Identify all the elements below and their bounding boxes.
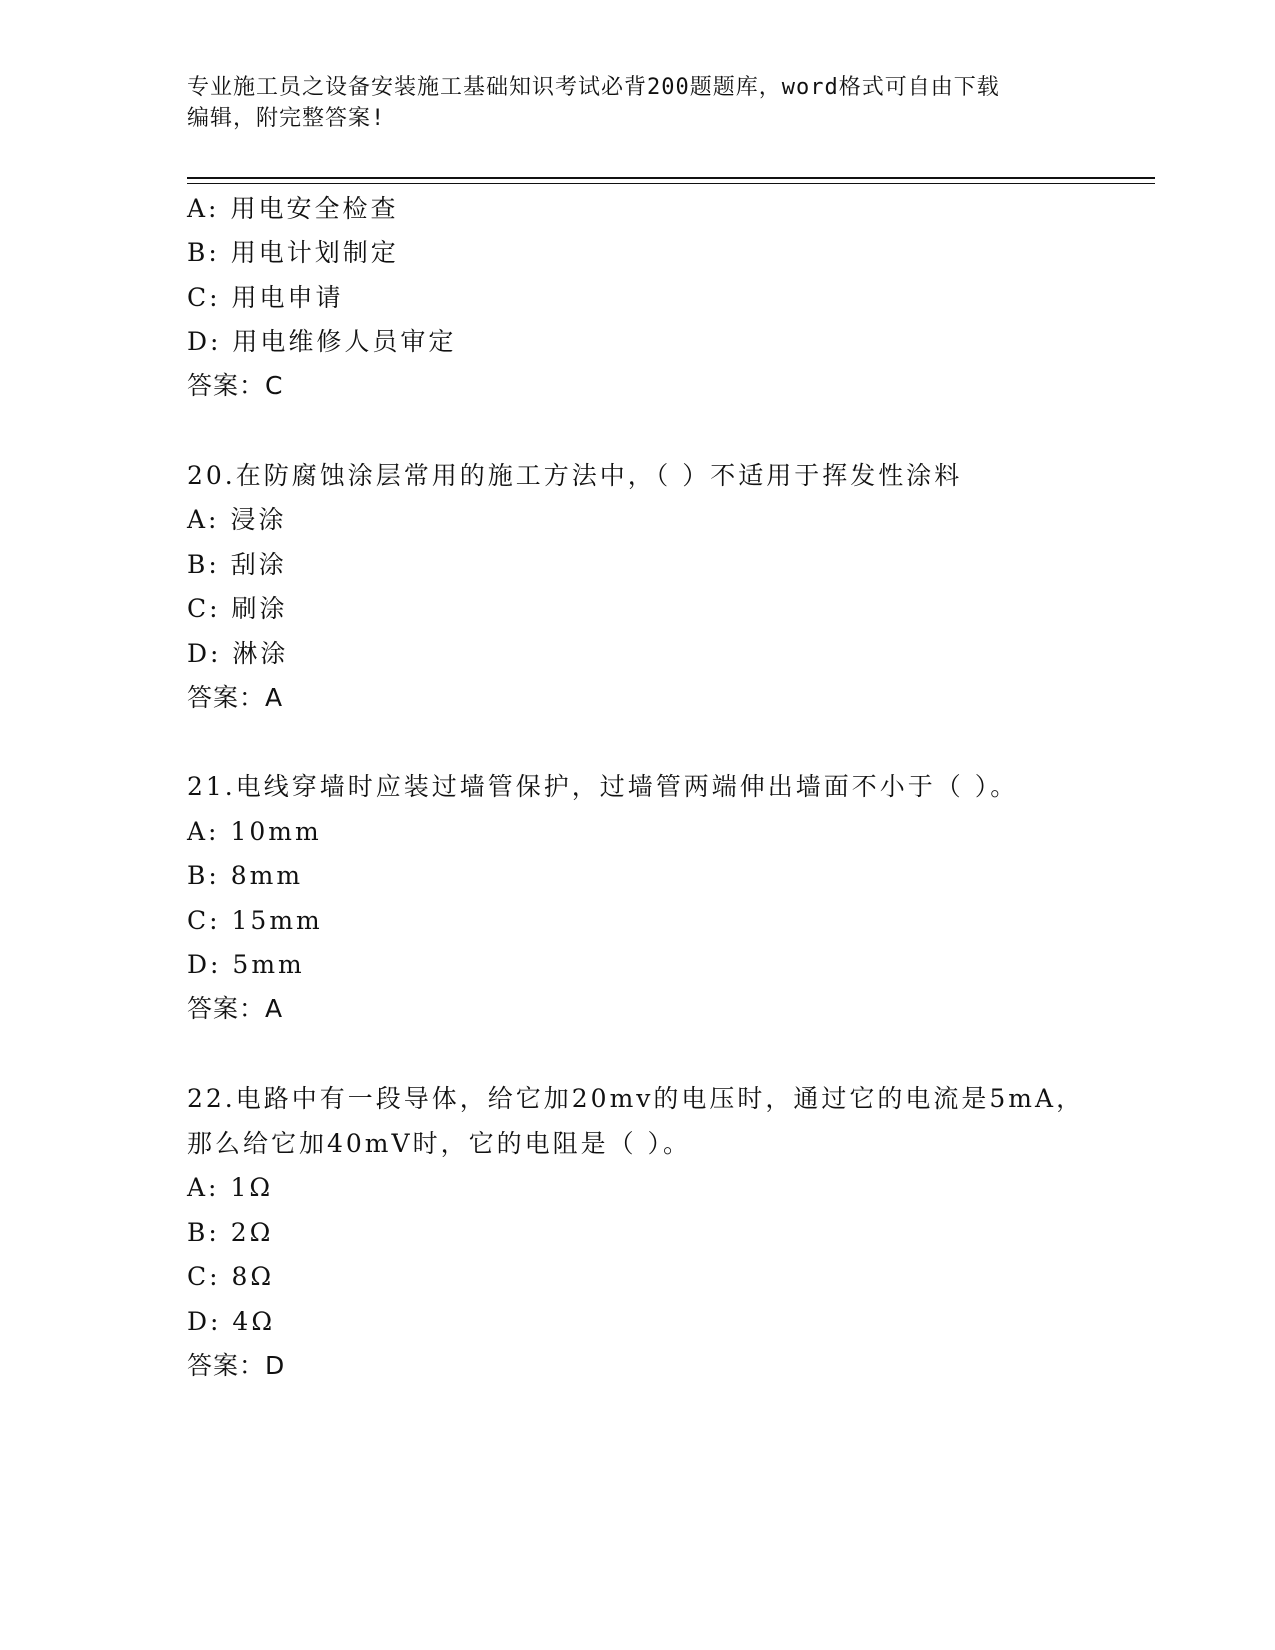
option-d: D: 淋涂	[187, 639, 289, 668]
option-c: C: 刷涂	[187, 594, 288, 623]
option-d: D: 用电维修人员审定	[187, 327, 457, 356]
option-c: C: 用电申请	[187, 283, 344, 312]
answer-line: 答案：A	[187, 683, 284, 712]
question-stem: 20.在防腐蚀涂层常用的施工方法中，（ ）不适用于挥发性涂料	[187, 461, 963, 490]
option-d: D: 5mm	[187, 950, 305, 979]
option-d: D: 4Ω	[187, 1307, 276, 1336]
option-b: B: 刮涂	[187, 550, 287, 579]
option-a: A: 10mm	[187, 817, 322, 846]
option-a: A: 1Ω	[187, 1173, 274, 1202]
option-b: B: 用电计划制定	[187, 238, 399, 267]
option-b: B: 8mm	[187, 861, 304, 890]
header-line-1: 专业施工员之设备安装施工基础知识考试必背200题题库，word格式可自由下载	[187, 75, 1000, 100]
option-a: A: 用电安全检查	[187, 194, 399, 223]
question-stem: 22.电路中有一段导体，给它加20mv的电压时，通过它的电流是5mA，	[187, 1084, 1085, 1113]
document-header	[187, 72, 1107, 134]
option-a: A: 浸涂	[187, 505, 287, 534]
answer-line: 答案：A	[187, 994, 284, 1023]
question-stem: 21.电线穿墙时应装过墙管保护，过墙管两端伸出墙面不小于（ ）。	[187, 772, 1019, 801]
answer-line: 答案：D	[187, 1351, 286, 1380]
answer-line: 答案：C	[187, 371, 284, 400]
option-c: C: 15mm	[187, 906, 323, 935]
header-rule-thin	[187, 183, 1155, 184]
question-stem-cont: 那么给它加40mV时，它的电阻是（ ）。	[187, 1129, 692, 1158]
header-rule-thick	[187, 177, 1155, 179]
header-line-2: 编辑，附完整答案!	[187, 106, 386, 131]
option-b: B: 2Ω	[187, 1218, 274, 1247]
option-c: C: 8Ω	[187, 1262, 275, 1291]
